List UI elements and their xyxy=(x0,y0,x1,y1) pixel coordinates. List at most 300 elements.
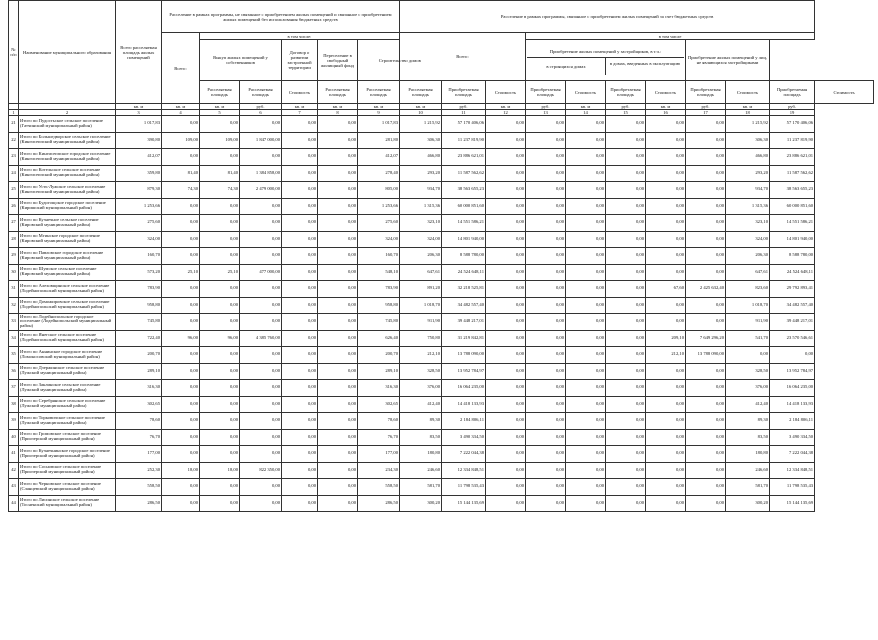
value-cell: 1 018,70 xyxy=(726,297,770,314)
value-cell: 300,20 xyxy=(726,495,770,512)
value-cell: 0,00 xyxy=(240,198,282,215)
municipality-name: Итого по Кузнечное сельское поселение (Кировский муниципальный район) xyxy=(19,215,116,232)
value-cell: 0,00 xyxy=(282,495,318,512)
value-cell: 0,00 xyxy=(686,495,726,512)
value-cell: 0,00 xyxy=(486,149,526,166)
value-cell: 0,00 xyxy=(526,479,566,496)
value-cell: 0,00 xyxy=(318,479,358,496)
commissioned-label: в домах, введенных в эксплуатацию xyxy=(609,60,681,66)
row-number: 23 xyxy=(9,149,19,166)
value-cell: 15 144 135,69 xyxy=(770,495,815,512)
value-cell: 60 000 851,60 xyxy=(770,198,815,215)
col-header-total-2: Всего: xyxy=(400,33,526,81)
value-cell: 13 952 784,97 xyxy=(770,363,815,380)
value-cell: 0,00 xyxy=(606,198,646,215)
value-cell: 934,70 xyxy=(726,182,770,199)
value-cell: 0,00 xyxy=(282,165,318,182)
value-cell: 0,00 xyxy=(486,314,526,331)
col-header-cost-2: Стоимость xyxy=(486,81,526,104)
value-cell: 0,00 xyxy=(770,347,815,364)
value-cell: 0,00 xyxy=(162,495,200,512)
value-cell: 39 448 217,01 xyxy=(442,314,486,331)
value-cell: 0,00 xyxy=(486,281,526,298)
value-cell: 0,00 xyxy=(606,363,646,380)
value-cell: 289,10 xyxy=(358,363,400,380)
value-cell: 0,00 xyxy=(240,446,282,463)
value-cell: 160,70 xyxy=(116,248,162,265)
value-cell: 0,00 xyxy=(686,116,726,133)
municipality-name: Итого по Аннинское городское поселение (Ломоносовский муниципальный район) xyxy=(19,347,116,364)
column-number-cell: 18 xyxy=(726,110,770,116)
value-cell: 573,20 xyxy=(116,264,162,281)
value-cell: 289,10 xyxy=(116,363,162,380)
table-row xyxy=(9,446,874,463)
value-cell: 0,00 xyxy=(686,132,726,149)
value-cell: 722,40 xyxy=(116,330,162,347)
value-cell: 67,60 xyxy=(646,281,686,298)
value-cell: 0,00 xyxy=(566,231,606,248)
value-cell: 1 315,36 xyxy=(400,198,442,215)
value-cell: 0,00 xyxy=(566,429,606,446)
value-cell: 0,00 xyxy=(318,446,358,463)
value-cell: 0,00 xyxy=(526,149,566,166)
value-cell: 0,00 xyxy=(686,231,726,248)
value-cell: 234,30 xyxy=(358,462,400,479)
value-cell: 0,00 xyxy=(646,495,686,512)
value-cell: 0,00 xyxy=(240,429,282,446)
column-number-cell: 8 xyxy=(318,110,358,116)
value-cell: 0,00 xyxy=(606,231,646,248)
value-cell: 0,00 xyxy=(606,396,646,413)
value-cell: 212,10 xyxy=(646,347,686,364)
value-cell: 0,00 xyxy=(606,462,646,479)
value-cell: 0,00 xyxy=(282,396,318,413)
col-header-resettled-area-1: Расселяемая площадь xyxy=(200,81,240,104)
value-cell: 0,00 xyxy=(200,314,240,331)
value-cell: 302,65 xyxy=(116,396,162,413)
value-cell: 89,30 xyxy=(400,413,442,430)
value-cell: 581,70 xyxy=(726,479,770,496)
value-cell: 60 000 851,60 xyxy=(442,198,486,215)
value-cell: 1 017,83 xyxy=(116,116,162,133)
municipality-name: Итого по Алеховщинское сельское поселение (Лодейнопольский муниципальный район) xyxy=(19,281,116,298)
value-cell: 0,00 xyxy=(566,132,606,149)
value-cell: 0,00 xyxy=(282,149,318,166)
value-cell: 783,90 xyxy=(116,281,162,298)
value-cell: 109,00 xyxy=(162,132,200,149)
value-cell: 548,10 xyxy=(358,264,400,281)
value-cell: 0,00 xyxy=(526,116,566,133)
value-cell: 76,70 xyxy=(116,429,162,446)
row-number: 35 xyxy=(9,347,19,364)
value-cell: 0,00 xyxy=(486,396,526,413)
value-cell: 0,00 xyxy=(526,132,566,149)
value-cell: 160,70 xyxy=(358,248,400,265)
value-cell: 412,40 xyxy=(726,396,770,413)
col-header-num: № п/п xyxy=(9,1,19,104)
value-cell: 0,00 xyxy=(486,215,526,232)
value-cell: 0,00 xyxy=(566,165,606,182)
column-number-cell: 2 xyxy=(19,110,116,116)
value-cell: 0,00 xyxy=(646,165,686,182)
value-cell: 246,60 xyxy=(726,462,770,479)
col-header-cost-5: Стоимость xyxy=(726,81,770,104)
value-cell: 293,20 xyxy=(726,165,770,182)
units-cell: кв. м xyxy=(282,104,318,110)
value-cell: 0,00 xyxy=(200,215,240,232)
col-header-resettled-area-5: Расселяемая площадь xyxy=(400,81,442,104)
value-cell: 57 170 406,06 xyxy=(770,116,815,133)
col-header-resettled-area-4: Расселяемая площадь xyxy=(358,81,400,104)
value-cell: 14 801 940,00 xyxy=(442,231,486,248)
value-cell: 0,00 xyxy=(566,297,606,314)
value-cell: 0,00 xyxy=(282,446,318,463)
row-number: 42 xyxy=(9,462,19,479)
value-cell: 0,00 xyxy=(162,248,200,265)
value-cell: 0,00 xyxy=(526,495,566,512)
value-cell: 0,00 xyxy=(606,429,646,446)
value-cell: 25,10 xyxy=(162,264,200,281)
value-cell: 390,80 xyxy=(116,132,162,149)
row-number: 43 xyxy=(9,479,19,496)
value-cell: 0,00 xyxy=(646,297,686,314)
value-cell: 206,30 xyxy=(400,248,442,265)
value-cell: 0,00 xyxy=(526,281,566,298)
row-number: 32 xyxy=(9,297,19,314)
group-header-with-budget: Расселение в рамках программы, связанное с приобретением жилых помещений за счет бюджетных средств xyxy=(400,1,815,33)
value-cell: 1 847 000,00 xyxy=(240,132,282,149)
value-cell: 0,00 xyxy=(606,182,646,199)
municipality-name: Итого по Кузнечнинское городское поселение (Приозерский муниципальный район) xyxy=(19,446,116,463)
municipality-name: Итого по Серебрянское сельское поселение (Лужский муниципальный район) xyxy=(19,396,116,413)
value-cell: 0,00 xyxy=(200,281,240,298)
units-cell: руб. xyxy=(770,104,815,110)
value-cell: 0,00 xyxy=(526,165,566,182)
value-cell: 0,00 xyxy=(646,116,686,133)
value-cell: 39 448 217,01 xyxy=(770,314,815,331)
value-cell: 209,10 xyxy=(646,330,686,347)
value-cell: 16 064 235,00 xyxy=(770,380,815,397)
value-cell: 0,00 xyxy=(686,429,726,446)
value-cell: 281,80 xyxy=(358,132,400,149)
value-cell: 0,00 xyxy=(200,347,240,364)
value-cell: 14 418 133,93 xyxy=(442,396,486,413)
value-cell: 328,50 xyxy=(400,363,442,380)
value-cell: 0,00 xyxy=(200,495,240,512)
value-cell: 1 215,92 xyxy=(726,116,770,133)
value-cell: 0,00 xyxy=(282,231,318,248)
row-number: 28 xyxy=(9,231,19,248)
units-cell: кв. м xyxy=(566,104,606,110)
value-cell: 177,00 xyxy=(358,446,400,463)
value-cell: 323,10 xyxy=(726,215,770,232)
value-cell: 750,80 xyxy=(400,330,442,347)
value-cell: 0,00 xyxy=(686,297,726,314)
table-row xyxy=(9,165,874,182)
column-number-cell: 9 xyxy=(358,110,400,116)
group-header-without-budget: Расселение в рамках программы, не связанное с приобретением жилых помещений и связанное с приобретением жилых помещений без использования бюджетных средств xyxy=(162,1,400,33)
value-cell: 0,00 xyxy=(162,215,200,232)
value-cell: 0,00 xyxy=(486,495,526,512)
col-header-municipality: Наименование муниципального образования xyxy=(19,1,116,104)
row-number: 30 xyxy=(9,264,19,281)
value-cell: 0,00 xyxy=(646,446,686,463)
value-cell: 0,00 xyxy=(318,198,358,215)
value-cell: 24 524 648,11 xyxy=(442,264,486,281)
value-cell: 89,30 xyxy=(726,413,770,430)
value-cell: 0,00 xyxy=(486,165,526,182)
value-cell: 0,00 xyxy=(200,429,240,446)
value-cell: 32 218 525,81 xyxy=(442,281,486,298)
value-cell: 0,00 xyxy=(318,462,358,479)
subheader-including-2: в том числе xyxy=(526,33,815,40)
municipality-name: Итого по Котельское сельское поселение (Кингисеппский муниципальный район) xyxy=(19,165,116,182)
value-cell: 0,00 xyxy=(606,281,646,298)
table-row xyxy=(9,297,874,314)
value-cell: 0,00 xyxy=(566,380,606,397)
spreadsheet-document xyxy=(8,0,874,512)
value-cell: 558,50 xyxy=(358,479,400,496)
value-cell: 1 253,66 xyxy=(116,198,162,215)
value-cell: 0,00 xyxy=(566,495,606,512)
col-header-purchased-area-2: Приобретаемая площадь xyxy=(526,81,566,104)
value-cell: 412,07 xyxy=(116,149,162,166)
table-row xyxy=(9,347,874,364)
value-cell: 0,00 xyxy=(606,314,646,331)
value-cell: 0,00 xyxy=(162,297,200,314)
value-cell: 2 479 000,00 xyxy=(240,182,282,199)
value-cell: 7 649 296,20 xyxy=(686,330,726,347)
value-cell: 2 184 806,11 xyxy=(442,413,486,430)
col-header-buyout: Выкуп жилых помещений у собственников xyxy=(200,40,282,81)
municipality-name: Итого по Черновское сельское поселение (Сланцевский муниципальный район) xyxy=(19,479,116,496)
col-header-cost-3: Стоимость xyxy=(566,81,606,104)
value-cell: 0,00 xyxy=(200,396,240,413)
value-cell: 0,00 xyxy=(200,116,240,133)
row-number: 31 xyxy=(9,281,19,298)
resettlement-table xyxy=(8,0,874,512)
column-number-cell: 12 xyxy=(486,110,526,116)
row-number: 40 xyxy=(9,429,19,446)
value-cell: 0,00 xyxy=(646,413,686,430)
table-row xyxy=(9,413,874,430)
value-cell: 0,00 xyxy=(606,248,646,265)
value-cell: 31 219 842,81 xyxy=(442,330,486,347)
value-cell: 958,80 xyxy=(358,297,400,314)
value-cell: 0,00 xyxy=(606,116,646,133)
table-row xyxy=(9,182,874,199)
value-cell: 0,00 xyxy=(282,429,318,446)
value-cell: 0,00 xyxy=(318,281,358,298)
value-cell: 0,00 xyxy=(646,248,686,265)
municipality-name: Итого по Павловское городское поселение (Кировский муниципальный район) xyxy=(19,248,116,265)
column-number-cell: 3 xyxy=(116,110,162,116)
value-cell: 0,00 xyxy=(282,413,318,430)
municipality-name: Итого по Янегское сельское поселение (Лодейнопольский муниципальный район) xyxy=(19,330,116,347)
table-row xyxy=(9,198,874,215)
col-header-purchased-area-1: Приобретаемая площадь xyxy=(442,81,486,104)
value-cell: 13 788 090,00 xyxy=(686,347,726,364)
value-cell: 0,00 xyxy=(318,149,358,166)
value-cell: 783,90 xyxy=(358,281,400,298)
value-cell: 0,00 xyxy=(566,330,606,347)
col-header-resettled-area-3: Расселяемая площадь xyxy=(318,81,358,104)
value-cell: 958,80 xyxy=(116,297,162,314)
value-cell: 0,00 xyxy=(162,347,200,364)
col-header-purchased-area-3: Приобретаемая площадь xyxy=(606,81,646,104)
value-cell: 293,20 xyxy=(400,165,442,182)
units-cell: руб. xyxy=(240,104,282,110)
value-cell: 0,00 xyxy=(318,116,358,133)
value-cell: 81,40 xyxy=(200,165,240,182)
municipality-name: Итого по Будогощское городское поселение (Киришский муниципальный район) xyxy=(19,198,116,215)
value-cell: 376,00 xyxy=(726,380,770,397)
units-cell: кв. м xyxy=(646,104,686,110)
value-cell: 0,00 xyxy=(566,149,606,166)
value-cell: 0,00 xyxy=(526,380,566,397)
value-cell: 13 952 784,97 xyxy=(442,363,486,380)
value-cell: 541,70 xyxy=(726,330,770,347)
value-cell: 0,00 xyxy=(526,363,566,380)
value-cell: 823,60 xyxy=(726,281,770,298)
value-cell: 0,00 xyxy=(200,231,240,248)
value-cell: 0,00 xyxy=(646,396,686,413)
value-cell: 0,00 xyxy=(566,248,606,265)
value-cell: 0,00 xyxy=(240,149,282,166)
value-cell: 1 215,92 xyxy=(400,116,442,133)
value-cell: 0,00 xyxy=(162,396,200,413)
col-header-purchase-from-non-developers: Приобретение жилых помещений у лиц, не являющихся застройщиками xyxy=(686,40,770,81)
value-cell: 1 253,66 xyxy=(358,198,400,215)
value-cell: 0,00 xyxy=(318,413,358,430)
value-cell: 0,00 xyxy=(646,132,686,149)
value-cell: 0,00 xyxy=(240,396,282,413)
column-number-cell: 6 xyxy=(240,110,282,116)
column-number-cell: 15 xyxy=(606,110,646,116)
value-cell: 0,00 xyxy=(162,446,200,463)
value-cell: 0,00 xyxy=(200,479,240,496)
value-cell: 278,40 xyxy=(358,165,400,182)
value-cell: 0,00 xyxy=(240,281,282,298)
value-cell: 96,00 xyxy=(162,330,200,347)
value-cell: 83,50 xyxy=(400,429,442,446)
value-cell: 0,00 xyxy=(526,446,566,463)
value-cell: 0,00 xyxy=(646,380,686,397)
table-row xyxy=(9,462,874,479)
value-cell: 0,00 xyxy=(646,149,686,166)
municipality-name: Итого по Пудостьское сельское поселение (Гатчинский муниципальный район) xyxy=(19,116,116,133)
table-row xyxy=(9,429,874,446)
value-cell: 934,70 xyxy=(400,182,442,199)
column-number-cell: 13 xyxy=(526,110,566,116)
col-header-construction: Строительство домов xyxy=(358,40,442,81)
value-cell: 0,00 xyxy=(200,297,240,314)
value-cell: 0,00 xyxy=(200,413,240,430)
purchase-from-developers-label: Приобретение жилых помещений у застройщиков, в т.ч.: xyxy=(527,46,684,58)
value-cell: 0,00 xyxy=(566,182,606,199)
column-number-cell: 14 xyxy=(566,110,606,116)
column-number-cell: 1 xyxy=(9,110,19,116)
value-cell: 0,00 xyxy=(318,314,358,331)
value-cell: 0,00 xyxy=(318,380,358,397)
value-cell: 0,00 xyxy=(606,264,646,281)
value-cell: 0,00 xyxy=(162,198,200,215)
value-cell: 0,00 xyxy=(566,347,606,364)
value-cell: 1 017,83 xyxy=(358,116,400,133)
col-header-purchased-area-4: Приобретаемая площадь xyxy=(686,81,726,104)
table-row xyxy=(9,231,874,248)
value-cell: 376,00 xyxy=(400,380,442,397)
value-cell: 78,60 xyxy=(116,413,162,430)
value-cell: 0,00 xyxy=(686,479,726,496)
table-body xyxy=(9,116,874,512)
value-cell: 12 334 848,51 xyxy=(442,462,486,479)
value-cell: 0,00 xyxy=(606,413,646,430)
value-cell: 0,00 xyxy=(606,347,646,364)
value-cell: 0,00 xyxy=(686,149,726,166)
value-cell: 0,00 xyxy=(318,429,358,446)
municipality-name: Итого по Дзержинское сельское поселение (Лужский муниципальный район) xyxy=(19,363,116,380)
table-row xyxy=(9,116,874,133)
value-cell: 911,90 xyxy=(400,314,442,331)
row-number: 33 xyxy=(9,314,19,331)
value-cell: 0,00 xyxy=(646,198,686,215)
value-cell: 23 886 621,01 xyxy=(770,149,815,166)
value-cell: 891,20 xyxy=(400,281,442,298)
value-cell: 0,00 xyxy=(318,396,358,413)
value-cell: 316,30 xyxy=(358,380,400,397)
subheader-including-1: в том числе: xyxy=(200,33,400,40)
value-cell: 581,70 xyxy=(400,479,442,496)
column-number-cell: 11 xyxy=(442,110,486,116)
municipality-name: Итого по Лисинское сельское поселение (Тосненский муниципальный район) xyxy=(19,495,116,512)
table-row xyxy=(9,479,874,496)
value-cell: 0,00 xyxy=(200,248,240,265)
value-cell: 14 801 940,00 xyxy=(770,231,815,248)
value-cell: 0,00 xyxy=(162,429,200,446)
value-cell: 78,60 xyxy=(358,413,400,430)
units-cell: руб. xyxy=(442,104,486,110)
value-cell: 0,00 xyxy=(606,446,646,463)
value-cell: 0,00 xyxy=(566,264,606,281)
value-cell: 0,00 xyxy=(318,297,358,314)
value-cell: 745,80 xyxy=(116,314,162,331)
value-cell: 0,00 xyxy=(686,314,726,331)
value-cell: 200,70 xyxy=(116,347,162,364)
column-number-cell: 19 xyxy=(770,110,815,116)
value-cell: 0,00 xyxy=(486,363,526,380)
column-number-cell: 7 xyxy=(282,110,318,116)
value-cell: 558,50 xyxy=(116,479,162,496)
row-number: 25 xyxy=(9,182,19,199)
value-cell: 0,00 xyxy=(686,182,726,199)
value-cell: 0,00 xyxy=(486,132,526,149)
value-cell: 38 563 655,23 xyxy=(770,182,815,199)
value-cell: 29 792 893,41 xyxy=(770,281,815,298)
value-cell: 11 237 819,90 xyxy=(442,132,486,149)
value-cell: 0,00 xyxy=(162,479,200,496)
value-cell: 0,00 xyxy=(318,248,358,265)
value-cell: 323,10 xyxy=(400,215,442,232)
value-cell: 0,00 xyxy=(200,149,240,166)
value-cell: 0,00 xyxy=(282,132,318,149)
value-cell: 0,00 xyxy=(282,330,318,347)
value-cell: 11 237 819,90 xyxy=(770,132,815,149)
value-cell: 805,00 xyxy=(358,182,400,199)
value-cell: 0,00 xyxy=(486,380,526,397)
value-cell: 324,00 xyxy=(726,231,770,248)
table-row xyxy=(9,363,874,380)
